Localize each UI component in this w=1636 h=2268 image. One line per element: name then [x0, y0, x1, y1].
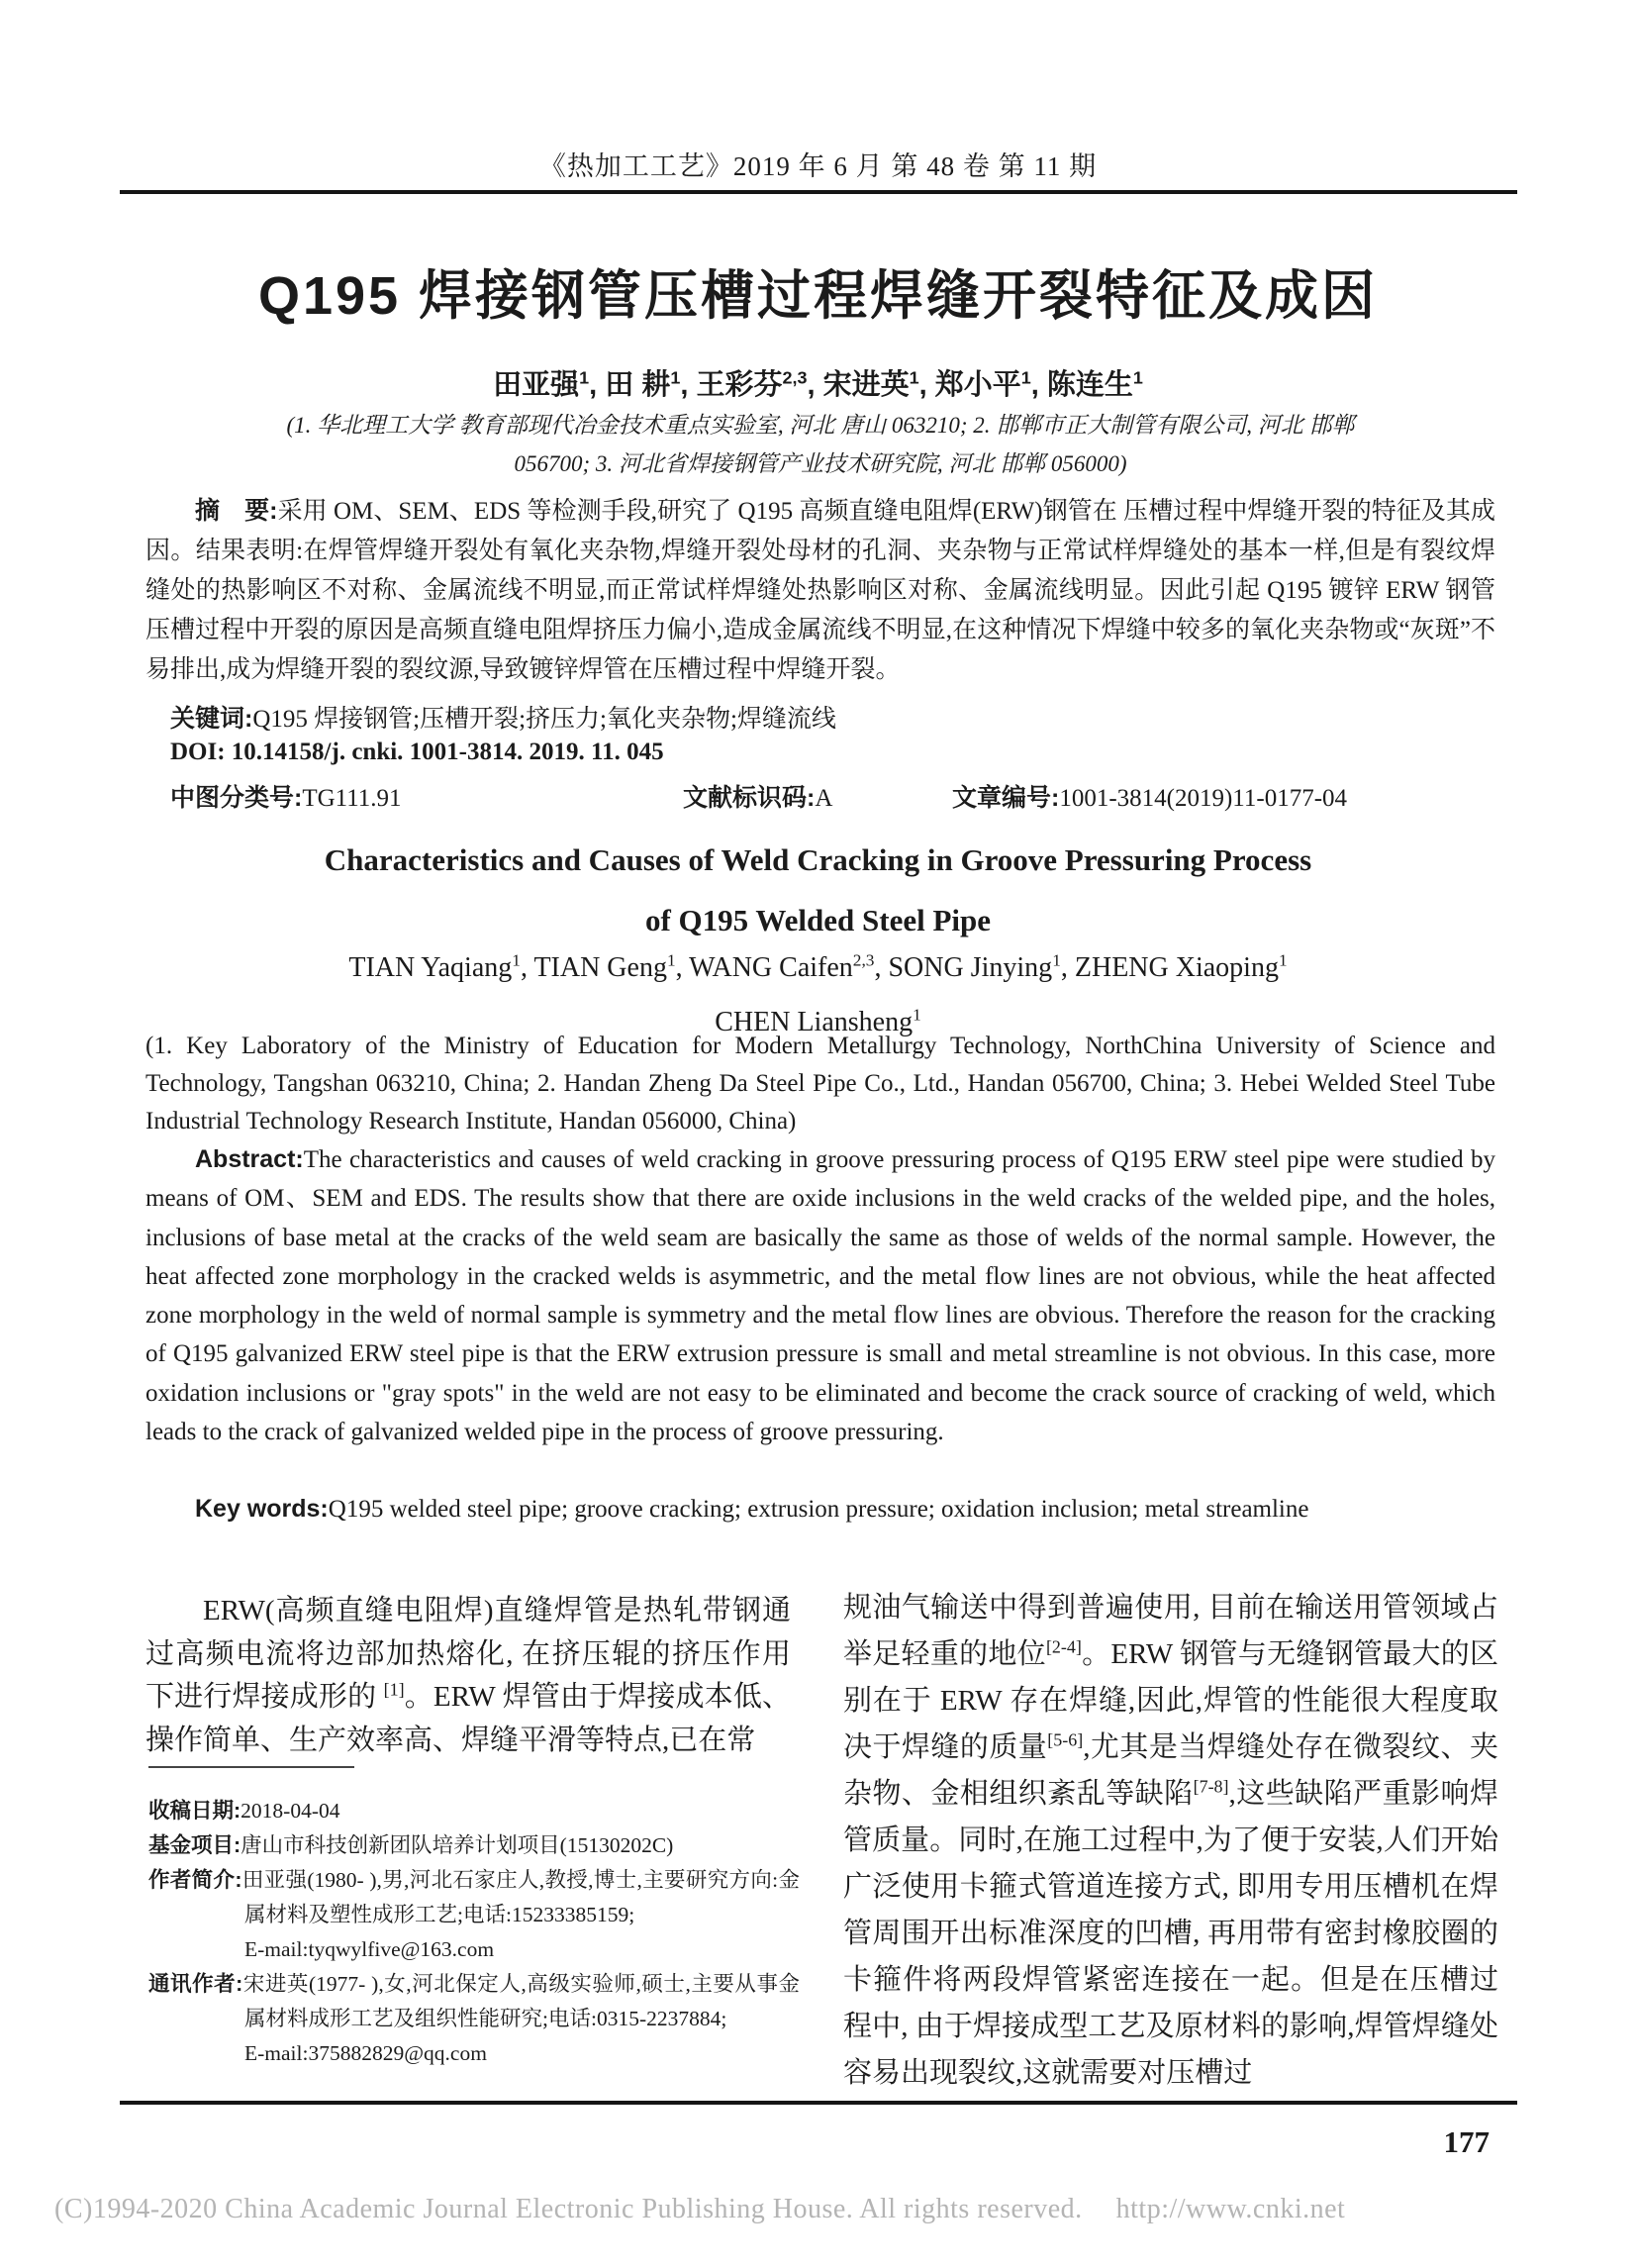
body-column-right [843, 1585, 1498, 2097]
footnote-fund-label: 基金项目: [148, 1833, 241, 1857]
article-title-en-line2: of Q195 Welded Steel Pipe [644, 903, 992, 937]
article-id-value: 1001-3814(2019)11-0177-04 [1059, 785, 1348, 812]
footnote-received [148, 1794, 800, 1828]
authors-zh: 田亚强$^1$, 田 耕$^1$, 王彩芬$^{2,3}$, 宋进英$^1$, 郑小平$^1$, 陈连生$^1$ [493, 367, 1143, 401]
footnote-separator [148, 1766, 354, 1768]
keywords-zh-text: Q195 焊接钢管;压槽开裂;挤压力;氧化夹杂物;焊缝流线 [252, 706, 836, 733]
abstract-en [145, 1140, 1495, 1451]
footer-url: http://www.cnki.net [1115, 2194, 1346, 2224]
footnote-corr-label: 通讯作者: [148, 1972, 243, 1996]
affiliation-zh [145, 406, 1495, 483]
abstract-zh [145, 491, 1495, 690]
keywords-en-text: Q195 welded steel pipe; groove cracking; extrusion pressure; oxidation inclusion; metal streamline [328, 1496, 1309, 1523]
cnki-footer [54, 2194, 1539, 2225]
footnote-bio-email: E-mail:tyqwylfive@163.com [244, 1937, 495, 1961]
body-column-left [145, 1590, 791, 1762]
keywords-zh-label: 关键词: [170, 705, 253, 733]
body-paragraph-right: 规油气输送中得到普遍使用, 目前在输送用管领域占举足轻重的地位[2-4]。ERW 钢管与无缝钢管最大的区别在于 ERW 存在焊缝,因此,焊管的性能很大程度取决于焊缝的质量[5-6],尤其是当焊缝处存在微裂纹、夹杂物、金相组织紊乱等缺陷[7-8],这些缺陷严重影响焊管质量。同时,在施工过程中,为了便于安装,人们开始广泛使用卡箍式管道连接方式, 即用专用压槽机在焊管周围开出标准深度的凹槽, 再用带有密封橡胶圈的卡箍件将两段焊管紧密连接在一起。但是在压槽过程中, 由于焊接成型工艺及原材料的影响,焊管焊缝处容易出现裂纹,这就需要对压槽过 [843, 1592, 1498, 2089]
article-title-en-line1: Characteristics and Causes of Weld Cracking in Groove Pressuring Process [324, 842, 1312, 877]
clc-value: TG111.91 [302, 785, 402, 812]
abstract-zh-label: 摘 要: [195, 497, 278, 525]
affiliation-zh-line1: (1. 华北理工大学 教育部现代冶金技术重点实验室, 河北 唐山 063210; 2. 邯郸市正大制管有限公司, 河北 邯郸 [286, 413, 1355, 438]
footnote-corr [148, 1967, 800, 2071]
header-rule [120, 190, 1517, 194]
keywords-zh [145, 699, 1495, 735]
footnote-corr-email: E-mail:375882829@qq.com [244, 2041, 487, 2065]
clc-label: 中图分类号: [170, 784, 303, 812]
affiliation-en: (1. Key Laboratory of the Ministry of Education for Modern Metallurgy Technology, NorthChina University of Science and Technology, Tangshan 063210, China; 2. Handan Zheng Da Steel Pipe Co., Ltd., Handan 056700, China; 3. Hebei Welded Steel Tube Industrial Technology Research Institute, Handan 056000, China) [145, 1033, 1495, 1134]
clc-item [170, 778, 683, 814]
abstract-zh-text: 采用 OM、SEM、EDS 等检测手段,研究了 Q195 高频直缝电阻焊(ERW)钢管在 压槽过程中焊缝开裂的特征及其成因。结果表明:在焊管焊缝开裂处有氧化夹杂物,焊缝开裂处母材的孔洞、夹杂物与正常试样焊缝处的基本一样,但是有裂纹焊缝处的热影响区不对称、金属流线不明显,而正常试样焊缝处热影响区对称、金属流线明显。因此引起 Q195 镀锌 ERW 钢管压槽过程中开裂的原因是高频直缝电阻焊挤压力偏小,造成金属流线不明显,在这种情况下焊缝中较多的氧化夹杂物或“灰斑”不易排出,成为焊缝开裂的裂纹源,导致镀锌焊管在压槽过程中焊缝开裂。 [145, 498, 1496, 683]
footnote-received-value: 2018-04-04 [241, 1799, 340, 1823]
footnote-bio-value: 田亚强(1980- ),男,河北石家庄人,教授,博士,主要研究方向:金属材料及塑性成形工艺;电话:15233385159; [241, 1868, 800, 1926]
article-id-label: 文章编号: [952, 784, 1060, 812]
keywords-en [145, 1495, 1495, 1524]
footnote-bio [148, 1863, 800, 1967]
footnotes [148, 1794, 800, 2071]
article-title-zh: Q195 焊接钢管压槽过程焊缝开裂特征及成因 [257, 266, 1379, 326]
footnote-received-label: 收稿日期: [148, 1799, 241, 1823]
footer-rule [120, 2101, 1517, 2105]
doc-code-item [683, 778, 952, 814]
affiliation-zh-line2: 056700; 3. 河北省焊接钢管产业技术研究院, 河北 邯郸 056000) [514, 451, 1127, 476]
abstract-en-text: The characteristics and causes of weld cracking in groove pressuring process of Q195 ERW steel pipe were studied by means of OM、SEM and EDS. The results show that there are oxide inclusions in the weld cracks of the welded pipe, and the holes, inclusions of base metal at the cracks of the weld seam are basically the same as those of welds of the normal sample. However, the heat affected zone morphology in the cracked welds is asymmetric, and the metal flow lines are not obvious, while the heat affected zone morphology in the weld of normal sample is symmetry and the metal flow lines are obvious. Therefore the reason for the cracking of Q195 galvanized ERW steel pipe is that the ERW extrusion pressure is small and metal streamline is not obvious. In this case, more oxidation inclusions or "gray spots" in the weld are not easy to be eliminated and become the crack source of cracking of weld, which leads to the crack of galvanized welded pipe in the process of groove pressuring. [145, 1146, 1495, 1446]
journal-header: 《热加工工艺》2019 年 6 月 第 48 卷 第 11 期 [538, 151, 1098, 181]
footnote-fund [148, 1828, 800, 1863]
footnote-corr-value: 宋进英(1977- ),女,河北保定人,高级实验师,硕士,主要从事金属材料成形工艺及组织性能研究;电话:0315-2237884; [242, 1972, 800, 2030]
doc-code-value: A [815, 785, 833, 812]
footer-copyright: (C)1994-2020 China Academic Journal Electronic Publishing House. All rights reserved. [54, 2194, 1083, 2224]
authors-en-line1: TIAN Yaqiang$^1$, TIAN Geng$^1$, WANG Caifen$^{2,3}$, SONG Jinying$^1$, ZHENG Xiaoping$^1$ [348, 950, 1288, 983]
article-id-item [952, 778, 1347, 814]
article-title-en [0, 830, 1636, 950]
body-paragraph-left: ERW(高频直缝电阻焊)直缝焊管是热轧带钢通过高频电流将边部加热熔化, 在挤压辊的挤压作用下进行焊接成形的 [1]。ERW 焊管由于焊接成本低、操作简单、生产效率高、焊缝平滑等特点,已在常 [145, 1595, 791, 1756]
abstract-en-label: Abstract: [195, 1145, 304, 1173]
footnote-fund-value: 唐山市科技创新团队培养计划项目(15130202C) [241, 1833, 674, 1857]
doc-code-label: 文献标识码: [683, 784, 816, 812]
footnote-bio-label: 作者简介: [148, 1868, 242, 1892]
page-number: 177 [1443, 2124, 1490, 2159]
keywords-en-label: Key words: [195, 1495, 329, 1523]
authors-en-line2: CHEN Liansheng$^1$ [715, 1005, 921, 1037]
classification-row [145, 778, 1495, 814]
doi-line: DOI: 10.14158/j. cnki. 1001-3814. 2019. 11. 045 [170, 739, 664, 765]
